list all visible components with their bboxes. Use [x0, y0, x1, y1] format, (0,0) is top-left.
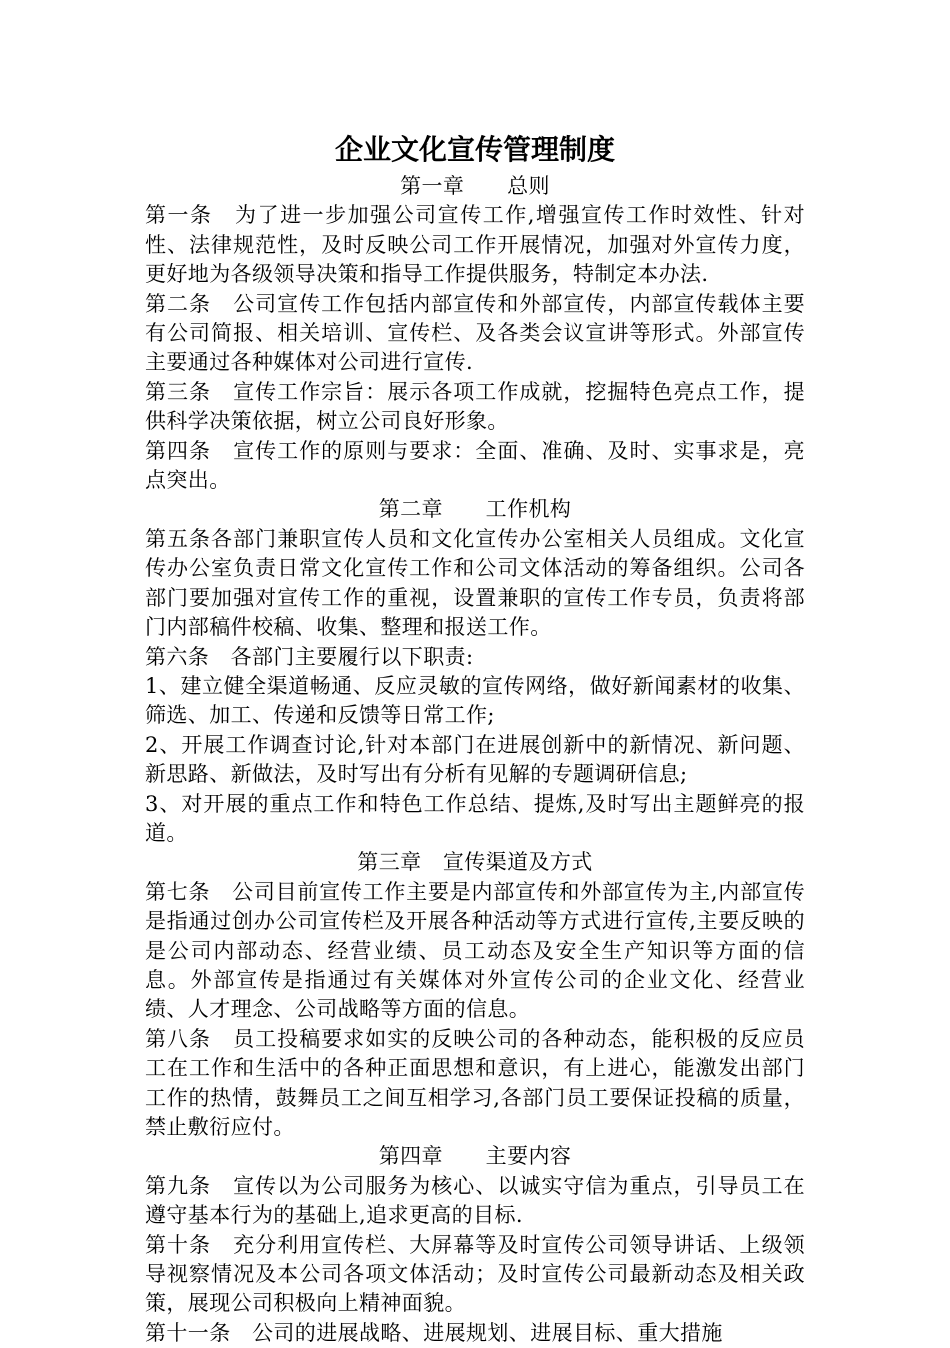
article-paragraph: 第七条 公司目前宣传工作主要是内部宣传和外部宣传为主,内部宣传是指通过创办公司宣传栏及开展各种活动等方式进行宣传,主要反映的是公司内部动态、经营业绩、员工动态及安全生产知识等方面的信息。外部宣传是指通过有关媒体对外宣传公司的企业文化、经营业绩、人才理念、公司战略等方面的信息。	[145, 879, 805, 1022]
article-paragraph: 3、对开展的重点工作和特色工作总结、提炼,及时写出主题鲜亮的报道。	[145, 791, 805, 845]
article-paragraph: 第四条 宣传工作的原则与要求：全面、准确、及时、实事求是，亮点突出。	[145, 438, 805, 493]
article-paragraph: 1、建立健全渠道畅通、反应灵敏的宣传网络，做好新闻素材的收集、筛选、加工、传递和反馈等日常工作;	[145, 673, 805, 728]
article-paragraph: 第二条 公司宣传工作包括内部宣传和外部宣传，内部宣传载体主要有公司简报、相关培训、宣传栏、及各类会议宣讲等形式。外部宣传主要通过各种媒体对公司进行宣传.	[145, 291, 805, 375]
article-paragraph: 第九条 宣传以为公司服务为核心、以诚实守信为重点，引导员工在遵守基本行为的基础上,追求更高的目标.	[145, 1173, 805, 1228]
article-paragraph: 第十条 充分利用宣传栏、大屏幕等及时宣传公司领导讲话、上级领导视察情况及本公司各项文体活动；及时宣传公司最新动态及相关政策，展现公司积极向上精神面貌。	[145, 1232, 805, 1316]
chapter-heading: 第四章 主要内容	[378, 1144, 572, 1169]
chapter-heading: 第一章 总则	[400, 174, 550, 198]
article-paragraph: 第三条 宣传工作宗旨：展示各项工作成就，挖掘特色亮点工作，提供科学决策依据，树立公司良好形象。	[145, 379, 805, 434]
article-paragraph: 第五条各部门兼职宣传人员和文化宣传办公室相关人员组成。文化宣传办公室负责日常文化宣传工作和公司文体活动的筹备组织。公司各部门要加强对宣传工作的重视，设置兼职的宣传工作专员，负责将部门内部稿件校稿、收集、整理和报送工作。	[145, 526, 805, 640]
chapter-heading: 第三章 宣传渠道及方式	[357, 850, 593, 875]
chapter-heading: 第二章 工作机构	[378, 497, 572, 522]
document-body	[145, 172, 805, 1348]
article-paragraph: 第六条 各部门主要履行以下职责:	[145, 644, 474, 669]
document-title: 企业文化宣传管理制度	[334, 133, 615, 166]
article-paragraph: 第一条 为了进一步加强公司宣传工作,增强宣传工作时效性、针对性、法律规范性，及时反映公司工作开展情况，加强对外宣传力度，更好地为各级领导决策和指导工作提供服务，特制定本办法.	[145, 203, 805, 287]
article-paragraph: 第十一条 公司的进展战略、进展规划、进展目标、重大措施	[145, 1320, 723, 1345]
article-paragraph: 第八条 员工投稿要求如实的反映公司的各种动态，能积极的反应员工在工作和生活中的各种正面思想和意识，有上进心，能激发出部门工作的热情，鼓舞员工之间互相学习,各部门员工要保证投稿的质量，禁止敷衍应付。	[145, 1026, 805, 1139]
article-paragraph: 2、开展工作调查讨论,针对本部门在进展创新中的新情况、新问题、新思路、新做法，及时写出有分析有见解的专题调研信息;	[145, 732, 805, 787]
